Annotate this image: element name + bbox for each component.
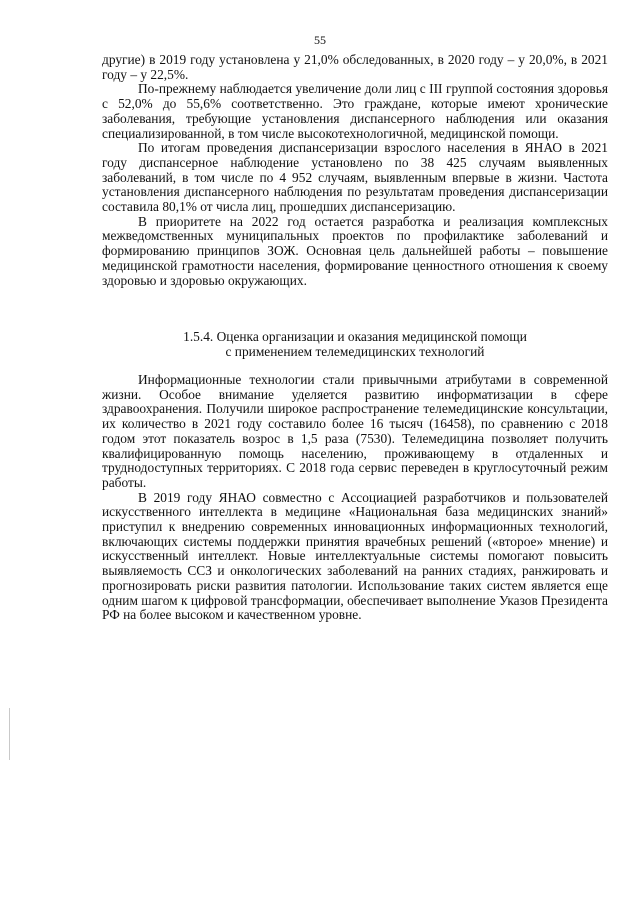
section-heading-line-2: с применением телемедицинских технологий [225,344,485,359]
paragraph: В приоритете на 2022 год остается разработка и реализация комплексных межведомственных муниципальных проектов по профилактике заболеваний и формированию принципов ЗОЖ. Основная цель дальнейшей работы – повышение медицинской грамотности населения, формирование ценностного отношения к своему здоровью и здоровью окружающих. [102,213,608,288]
text-block-top [102,53,608,288]
paragraph: По итогам проведения диспансеризации взрослого населения в ЯНАО в 2021 году диспансерное наблюдение установлено по 38 425 случаям выявленных заболеваний, в том числе по 4 952 случаям, выявленным впервые в жизни. Частота установления диспансерного наблюдения по результатам проведения диспансеризации составила 80,1% от числа лиц, прошедших диспансеризацию. [102,140,608,215]
section-heading [102,329,608,359]
page-number: 55 [314,33,326,47]
scan-margin-line [9,708,10,760]
text-block-bottom [102,373,608,623]
paragraph: Информационные технологии стали привычными атрибутами в современной жизни. Особое внимание уделяется развитию информатизации в сфере здравоохранения. Получили широкое распространение телемедицинские консультации, их количество в 2021 году составило более 16 тысяч (16458), по сравнению с 2018 годом этот показатель возрос в 1,5 раза (7530). Телемедицина позволяет получить квалифицированную помощь населению, проживающему в отдаленных и труднодоступных территориях. С 2018 года сервис переведен в круглосуточный режим работы. [102,372,608,490]
paragraph: другие) в 2019 году установлена у 21,0% обследованных, в 2020 году – у 20,0%, в 2021 году – у 22,5%. [102,52,608,82]
section-heading-line-1: 1.5.4. Оценка организации и оказания медицинской помощи [183,329,527,344]
paragraph: В 2019 году ЯНАО совместно с Ассоциацией разработчиков и пользователей искусственного интеллекта в медицине «Национальная база медицинских знаний» приступил к внедрению современных инновационных информационных технологий, включающих системы поддержки принятия врачебных решений («второе» мнение) и искусственный интеллект. Новые интеллектуальные системы помогают повысить выявляемость ССЗ и онкологических заболеваний на ранних стадиях, ранжировать и прогнозировать риски развития патологии. Использование таких систем является еще одним шагом к цифровой трансформации, обеспечивает выполнение Указов Президента РФ на более высоком и качественном уровне. [102,489,608,623]
paragraph: По-прежнему наблюдается увеличение доли лиц с III группой состояния здоровья с 52,0% до 55,6% соответственно. Это граждане, которые имеют хронические заболевания, требующие установления диспансерного наблюдения или оказания специализированной, в том числе высокотехнологичной, медицинской помощи. [102,81,608,141]
